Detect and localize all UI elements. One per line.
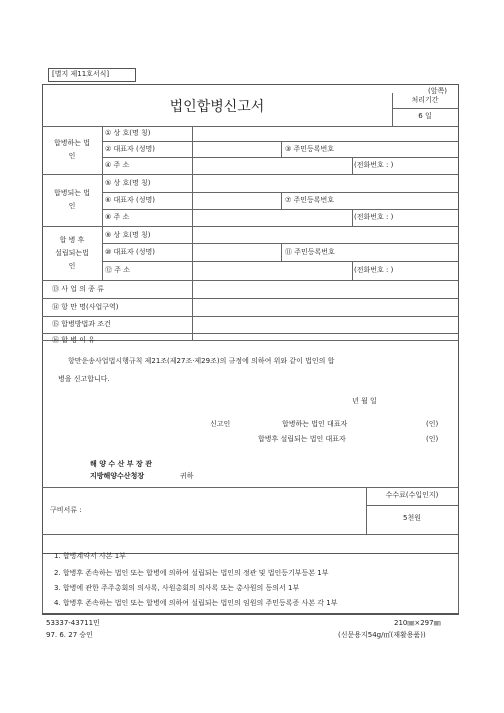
seal-mark: (인) bbox=[426, 435, 439, 443]
footer-code: 53337-43711민 bbox=[46, 619, 100, 627]
phone-label: (전화번호 : ) bbox=[354, 161, 394, 169]
fee-label: 수수료(수입인지) bbox=[385, 491, 439, 499]
declarant-line1: 합병하는 법인 대표자 bbox=[282, 420, 348, 428]
field-label: ⑮ 합병방법과 조건 bbox=[52, 320, 111, 328]
field-label: ⑯ 합 병 이 유 bbox=[52, 336, 95, 344]
phone-label: (전화번호 : ) bbox=[354, 213, 394, 221]
field-label: ⑩ 대표자 (성명) bbox=[105, 248, 155, 256]
field-label: ⑫ 주 소 bbox=[105, 266, 130, 274]
section-new-corp-label: 합 병 후 설립되는법 인 bbox=[55, 236, 89, 270]
form-frame bbox=[42, 84, 459, 554]
footer-approval: 97. 6. 27 승인 bbox=[46, 631, 93, 639]
declarant-line2: 합병후 설립되는 법인 대표자 bbox=[258, 435, 346, 443]
body-line: 병을 신고합니다. bbox=[58, 375, 110, 383]
field-label: ⑨ 상 호(명 칭) bbox=[105, 231, 151, 239]
seal-mark: (인) bbox=[426, 420, 439, 428]
field-label: ⑬ 사 업 의 종 류 bbox=[52, 285, 104, 293]
field-label: ② 대표자 (성명) bbox=[105, 145, 155, 153]
footer-size: 210㎜×297㎜ bbox=[394, 619, 441, 627]
field-label: ⑥ 대표자 (성명) bbox=[105, 196, 155, 204]
field-label: ⑦ 주민등록번호 bbox=[285, 196, 335, 204]
recipient-line1: 해 양 수 산 부 장 관 bbox=[90, 460, 152, 468]
recipient-suffix: 귀하 bbox=[180, 472, 194, 480]
field-label: ③ 주민등록번호 bbox=[285, 145, 335, 153]
processing-days: 6 일 bbox=[418, 112, 432, 120]
declarant-label: 신고인 bbox=[210, 420, 231, 428]
field-label: ① 상 호(명 칭) bbox=[105, 129, 151, 137]
footer-paper: (신문용지54g/㎡(재활용품)) bbox=[338, 631, 426, 639]
attachment-item: 2. 합병후 존속하는 법인 또는 합병에 의하여 설립되는 법인의 정관 및 법인등기부등본 1부 bbox=[54, 569, 329, 577]
fee-amount: 5천원 bbox=[403, 514, 421, 522]
field-label: ⑭ 항 만 명(사업구역) bbox=[52, 303, 119, 311]
form-number: [별지 제11호서식] bbox=[52, 70, 110, 78]
field-label: ⑤ 상 호(명 칭) bbox=[105, 179, 151, 187]
attachment-item: 3. 합병에 관한 주주총회의 의사록, 사원총회의 의사록 또는 총사원의 동의서 1부 bbox=[54, 584, 300, 592]
section-merged-corp-label: 합병되는 법 인 bbox=[53, 189, 91, 210]
docs-label: 구비서류 : bbox=[50, 506, 82, 514]
processing-label: 처리기간 bbox=[411, 96, 439, 104]
section-merging-corp-label: 합병하는 법 인 bbox=[53, 139, 91, 160]
field-label: ④ 주 소 bbox=[105, 161, 130, 169]
attachment-item: 4. 합병후 존속하는 법인 또는 합병에 의하여 설립되는 법인의 임원의 주민등록증 사본 각 1부 bbox=[54, 599, 338, 607]
field-label: ⑧ 주 소 bbox=[105, 213, 130, 221]
attachment-item: 1. 합병계약서 사본 1부 bbox=[54, 552, 126, 560]
page-side: (앞쪽) bbox=[428, 87, 447, 95]
field-label: ⑪ 주민등록번호 bbox=[285, 248, 335, 256]
phone-label: (전화번호 : ) bbox=[354, 266, 394, 274]
form-title: 법인합병신고서 bbox=[169, 99, 265, 115]
recipient-line2: 지방해양수산청장 bbox=[90, 472, 145, 480]
date-line: 년 월 일 bbox=[352, 397, 377, 405]
body-line: 항만운송사업법시행규칙 제21조(제27조·제29조)의 규정에 의하여 위와 같이 법인의 합 bbox=[68, 357, 335, 365]
